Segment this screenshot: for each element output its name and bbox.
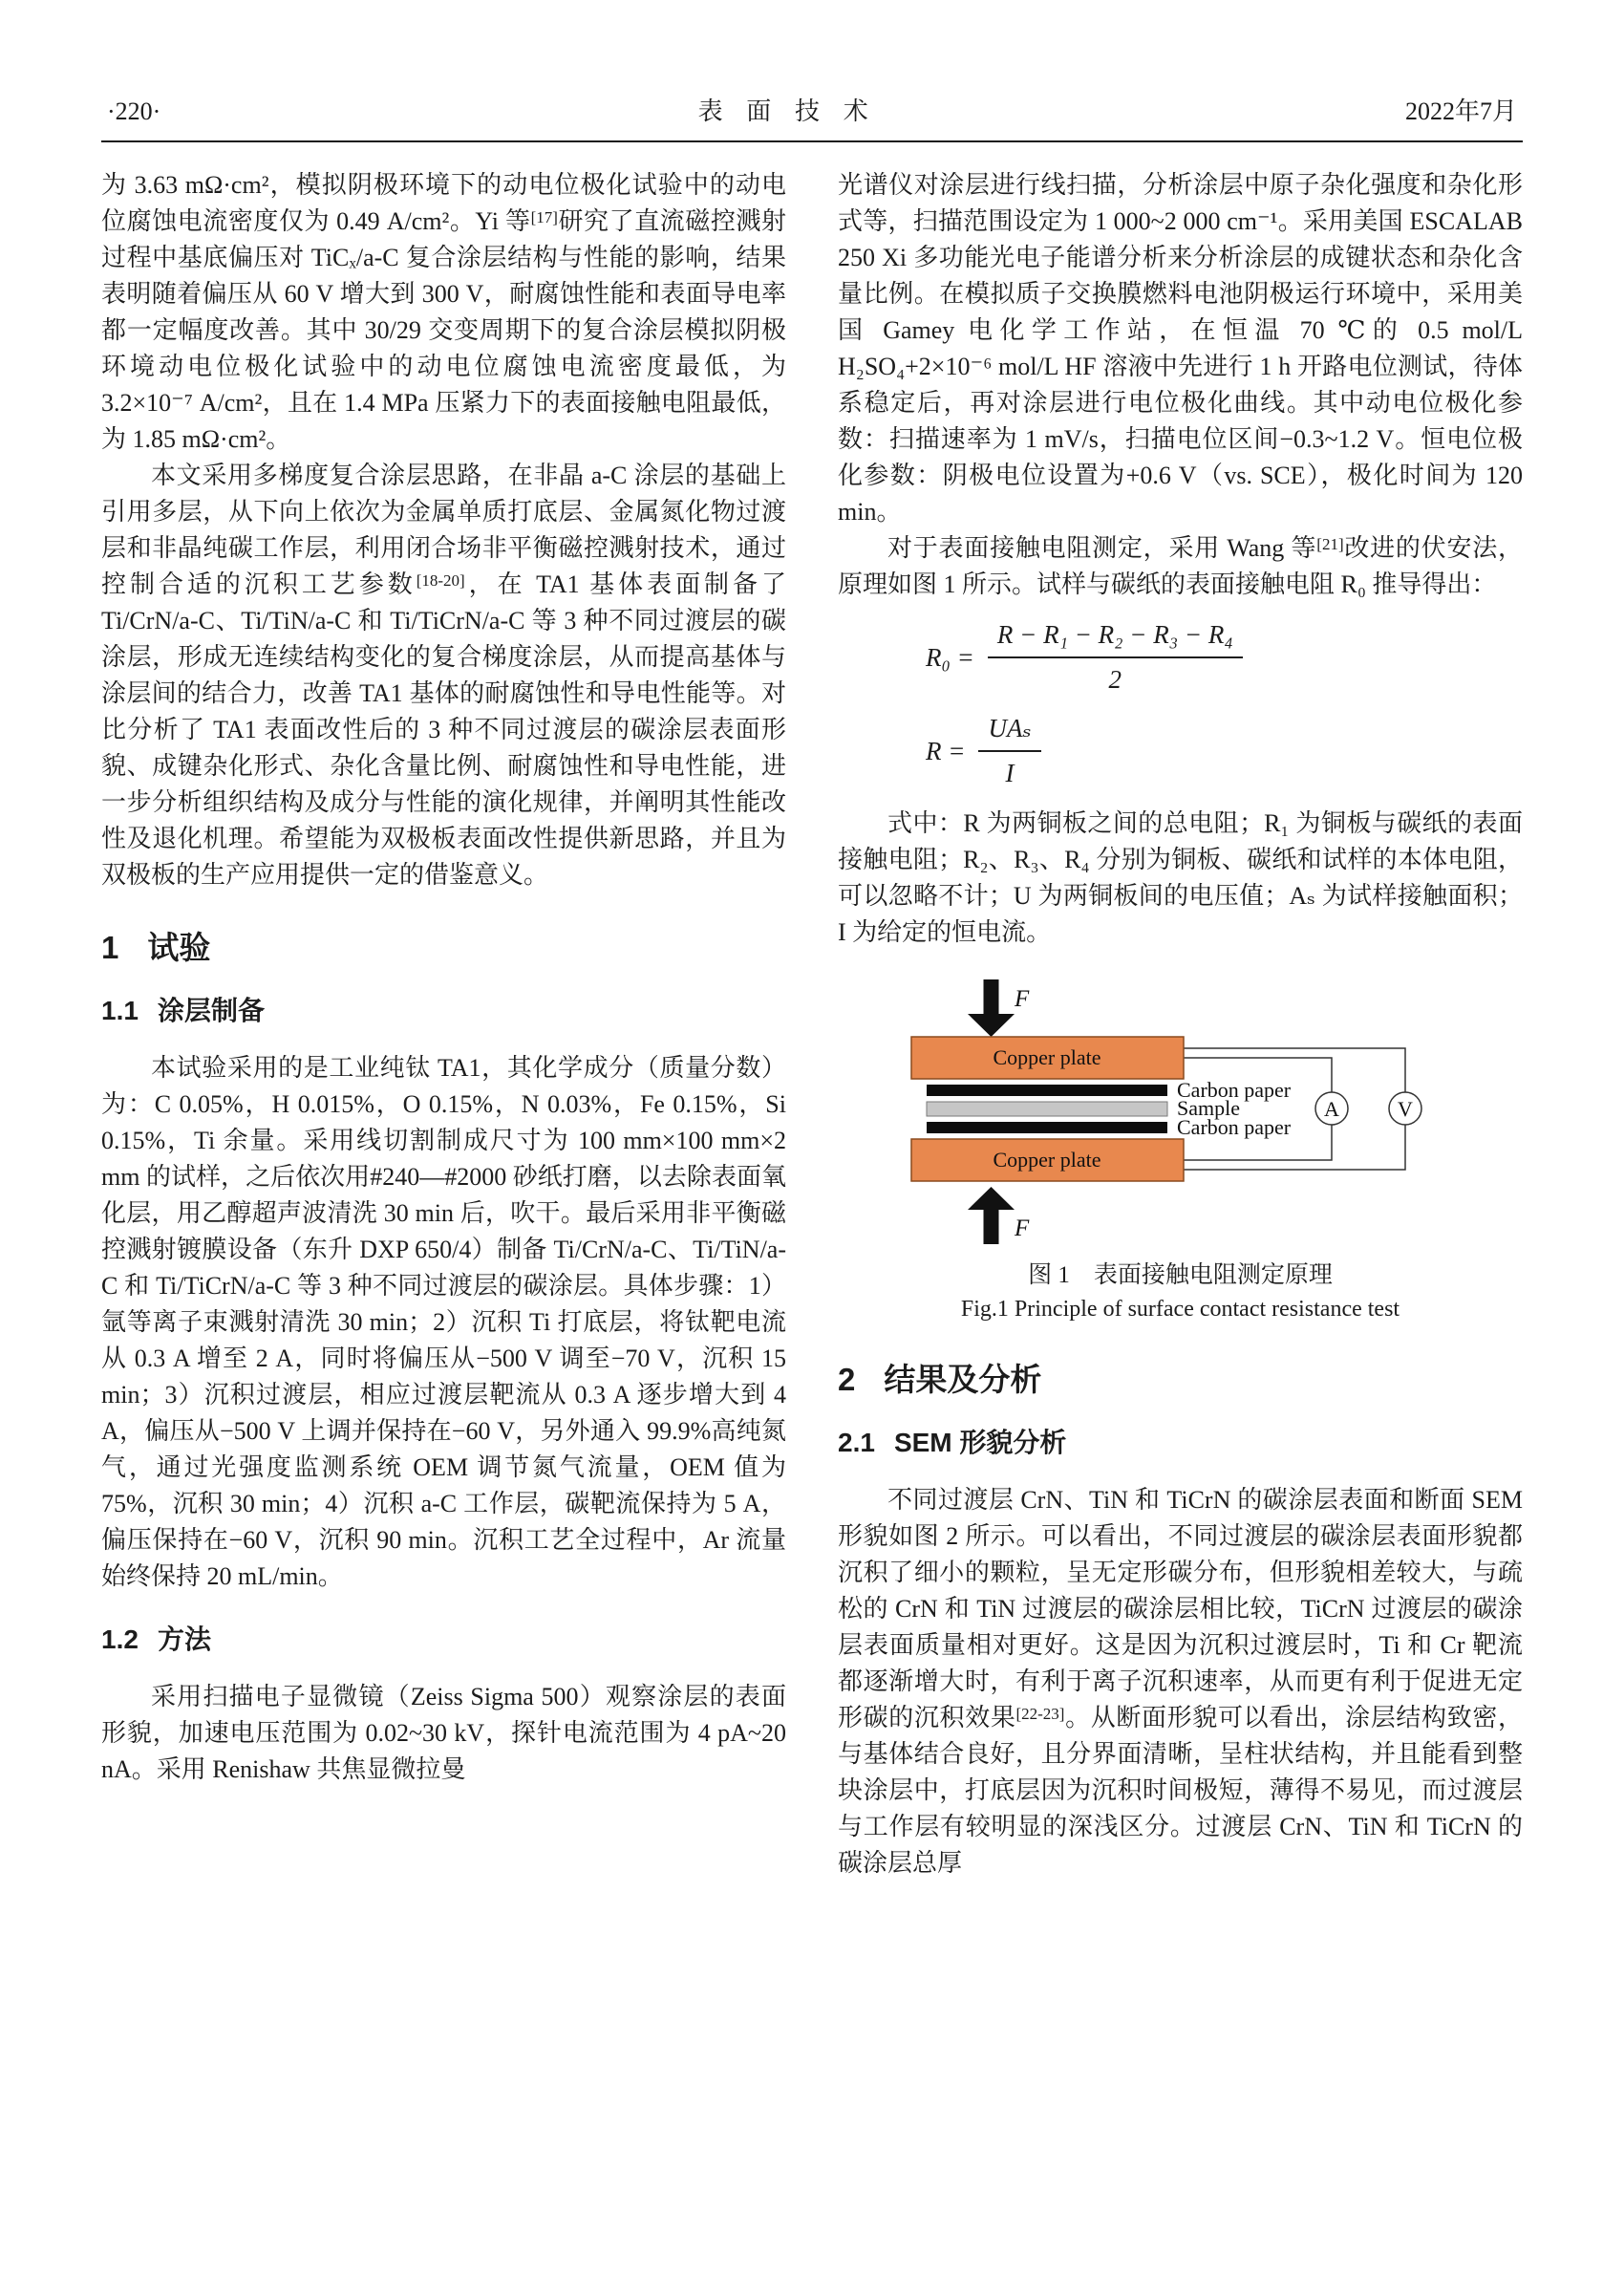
carbon-paper-bottom (927, 1122, 1167, 1133)
section-2-1-heading (838, 1425, 1523, 1461)
section-title: 试验 (147, 930, 211, 965)
text-run: 改进的伏安法，原理如图 1 所示。试样与碳纸的表面接触电阻 R₀ 推导得出： (838, 534, 1523, 598)
sample-label: Sample (1176, 1096, 1240, 1121)
section-title: 涂层制备 (157, 996, 265, 1025)
formula-lhs: R₀ = (926, 642, 974, 672)
citation-ref: [17] (530, 208, 558, 226)
right-column (838, 167, 1523, 1882)
text-run: ，在 TA1 基体表面制备了 Ti/CrN/a-C、Ti/TiN/a-C 和 Ti/TiCrN/a-C 等 3 种不同过渡层的碳涂层，形成无连续结构变化的复合梯度涂层，从而提高基体与涂层间的结合力，改善 TA1 基体的耐腐蚀性和导电性能等。对比分析了 TA1 表面改性后的 3 种不同过渡层的碳涂层表面形貌、成键杂化形式、杂化含量比例、耐腐蚀性和导电性能，进一步分析组织结构及成分与性能的演化规律，并阐明其性能改性及退化机理。希望能为双极板表面改性提供新思路，并且为双极板的生产应用提供一定的借鉴意义。 (101, 570, 786, 889)
left-para-1 (101, 167, 786, 458)
section-title: 结果及分析 (884, 1362, 1042, 1398)
section-2-heading (838, 1362, 1523, 1398)
issue-date: 2022年7月 (1404, 97, 1517, 125)
force-label-bottom: F (1014, 1215, 1029, 1242)
text-run: 研究了直流磁控溅射过程中基底偏压对 TiCₓ/a-C 复合涂层结构与性能的影响，结果表明随着偏压从 60 V 增大到 300 V，耐腐蚀性能和表面导电率都一定幅度改善。其中 30/29 交变周期下的复合涂层模拟阴极环境动电位极化试验中的动电位腐蚀电流密度最低，为 3.2×10⁻⁷ A/cm²，且在 1.4 MPa 压紧力下的表面接触电阻最低，为 1.85 mΩ·cm²。 (101, 207, 786, 453)
carbon-paper-top (927, 1085, 1167, 1096)
ammeter-label: A (1323, 1097, 1339, 1122)
page-header (101, 92, 1523, 140)
fraction-denominator: 2 (1108, 665, 1122, 695)
section-number: 1.1 (101, 996, 139, 1025)
carbon-paper-top-label: Carbon paper (1176, 1078, 1291, 1103)
formula-lhs: R = (926, 736, 966, 765)
fraction-denominator: I (1005, 759, 1015, 788)
force-label-top: F (1014, 986, 1029, 1013)
figure-1-caption (838, 1258, 1523, 1325)
section-1-1-heading (101, 993, 786, 1029)
section-number: 2.1 (838, 1428, 875, 1458)
voltmeter-label: V (1397, 1097, 1413, 1122)
page-number: ·220· (107, 97, 161, 125)
section-number: 1 (101, 930, 119, 965)
section-1-heading (101, 930, 786, 966)
fraction (978, 712, 1040, 790)
section-number: 2 (838, 1362, 856, 1398)
section-1-2-heading (101, 1622, 786, 1658)
header-rule (101, 140, 1523, 142)
content-columns (101, 167, 1523, 1882)
citation-ref: [22-23] (1015, 1705, 1065, 1724)
left-para-3: 本试验采用的是工业纯钛 TA1，其化学成分（质量分数）为：C 0.05%，H 0.015%，O 0.15%，N 0.03%，Fe 0.15%，Si 0.15%，Ti 余量。采用线切割制成尺寸为 100 mm×100 mm×2 mm 的试样，之后依次用#240—#2000 砂纸打磨，以去除表面氧化层，用乙醇超声波清洗 30 min 后，吹干。最后采用非平衡磁控溅射镀膜设备（东升 DXP 650/4）制备 Ti/CrN/a-C、Ti/TiN/a-C 和 Ti/TiCrN/a-C 等 3 种不同过渡层的碳涂层。具体步骤：1）氩等离子束溅射清洗 30 min；2）沉积 Ti 打底层，将钛靶电流从 0.3 A 增至 2 A，同时将偏压从−500 V 调至−70 V，沉积 15 min；3）沉积过渡层，相应过渡层靶流从 0.3 A 逐步增大到 4 A，偏压从−500 V 上调并保持在−60 V，另外通入 99.9%高纯氮气，通过光强度监测系统 OEM 调节氮气流量，OEM 值为 75%，沉积 30 min；4）沉积 a-C 工作层，碳靶流保持为 5 A，偏压保持在−60 V，沉积 90 min。沉积工艺全过程中，Ar 流量始终保持 20 mL/min。 (101, 1054, 786, 1590)
section-number: 1.2 (101, 1624, 139, 1654)
carbon-paper-bottom-label: Carbon paper (1176, 1115, 1291, 1140)
sample-bar (927, 1102, 1167, 1116)
citation-ref: [18-20] (416, 571, 465, 590)
figure-caption-zh: 图 1 表面接触电阻测定原理 (1028, 1262, 1333, 1289)
section-title: 方法 (157, 1624, 211, 1654)
copper-plate-bottom-label: Copper plate (992, 1148, 1101, 1172)
text-run: 本文采用多梯度复合涂层思路，在非晶 a-C 涂层的基础上引用多层，从下向上依次为金属单质打底层、金属氮化物过渡层和非晶纯碳工作层，利用闭合场非平衡磁控溅射技术，通过控制合适的沉积工艺参数 (101, 462, 786, 598)
figure-1 (838, 979, 1523, 1325)
citation-ref: [21] (1316, 535, 1344, 553)
force-arrow-down (968, 979, 1015, 1037)
journal-title: 表面技术 (697, 97, 892, 125)
left-para-4: 采用扫描电子显微镜（Zeiss Sigma 500）观察涂层的表面形貌，加速电压范围为 0.02~30 kV，探针电流范围为 4 pA~20 nA。采用 Renishaw 共焦显微拉曼 (101, 1683, 786, 1783)
contact-resistance-diagram (885, 979, 1477, 1249)
text-run: 为 3.63 mΩ·cm²，模拟阴极环境下的动电位极化试验中的动电位腐蚀电流密度仅为 0.49 A/cm²。Yi 等 (101, 171, 786, 235)
figure-caption-en: Fig.1 Principle of surface contact resistance test (960, 1297, 1400, 1323)
right-para-2 (838, 530, 1523, 603)
left-column (101, 167, 786, 1882)
formula-contact-resistance (926, 618, 1523, 697)
text-run: 不同过渡层 CrN、TiN 和 TiCrN 的碳涂层表面和断面 SEM 形貌如图 2 所示。可以看出，不同过渡层的碳涂层表面形貌都沉积了细小的颗粒，呈无定形碳分布，但形貌相差较大，与疏松的 CrN 和 TiN 过渡层的碳涂层相比较，TiCrN 过渡层的碳涂层表面质量相对更好。这是因为沉积过渡层时，Ti 和 Cr 靶流都逐渐增大时，有利于离子沉积速率，从而更有利于促进无定形碳的沉积效果 (838, 1486, 1523, 1732)
fraction-numerator: UAₛ (978, 712, 1040, 752)
section-title: SEM 形貌分析 (893, 1428, 1067, 1458)
copper-plate-top-label: Copper plate (992, 1045, 1101, 1070)
fraction-numerator: R − R₁ − R₂ − R₃ − R₄ (988, 618, 1243, 658)
right-para-1: 光谱仪对涂层进行线扫描，分析涂层中原子杂化强度和杂化形式等，扫描范围设定为 1 000~2 000 cm⁻¹。采用美国 ESCALAB 250 Xi 多功能光电子能谱分析来分析涂层的成键状态和杂化含量比例。在模拟质子交换膜燃料电池阴极运行环境中，采用美国 Gamey 电化学工作站，在恒温 70 ℃的 0.5 mol/L H₂SO₄+2×10⁻⁶ mol/L HF 溶液中先进行 1 h 开路电位测试，待体系稳定后，再对涂层进行电位极化曲线。其中动电位极化参数：扫描速率为 1 mV/s，扫描电位区间−0.3~1.2 V。恒电位极化参数：阴极电位设置为+0.6 V（vs. SCE），极化时间为 120 min。 (838, 171, 1523, 526)
right-para-4 (838, 1482, 1523, 1882)
text-run: 对于表面接触电阻测定，采用 Wang 等 (887, 534, 1317, 562)
text-run: 。从断面形貌可以看出，涂层结构致密，与基体结合良好，且分界面清晰，呈柱状结构，并且能看到整块涂层中，打底层因为沉积时间极短，薄得不易见，而过渡层与工作层有较明显的深浅区分。过渡层 CrN、TiN 和 TiCrN 的碳涂层总厚 (838, 1704, 1523, 1878)
right-para-3: 式中：R 为两铜板之间的总电阻；R₁ 为铜板与碳纸的表面接触电阻；R₂、R₃、R₄ 分别为铜板、碳纸和试样的本体电阻，可以忽略不计；U 为两铜板间的电压值；Aₛ 为试样接触面积；I 为给定的恒电流。 (838, 809, 1523, 947)
fraction (988, 618, 1243, 697)
force-arrow-up (968, 1187, 1015, 1244)
left-para-2 (101, 458, 786, 893)
formula-total-resistance (926, 712, 1523, 790)
